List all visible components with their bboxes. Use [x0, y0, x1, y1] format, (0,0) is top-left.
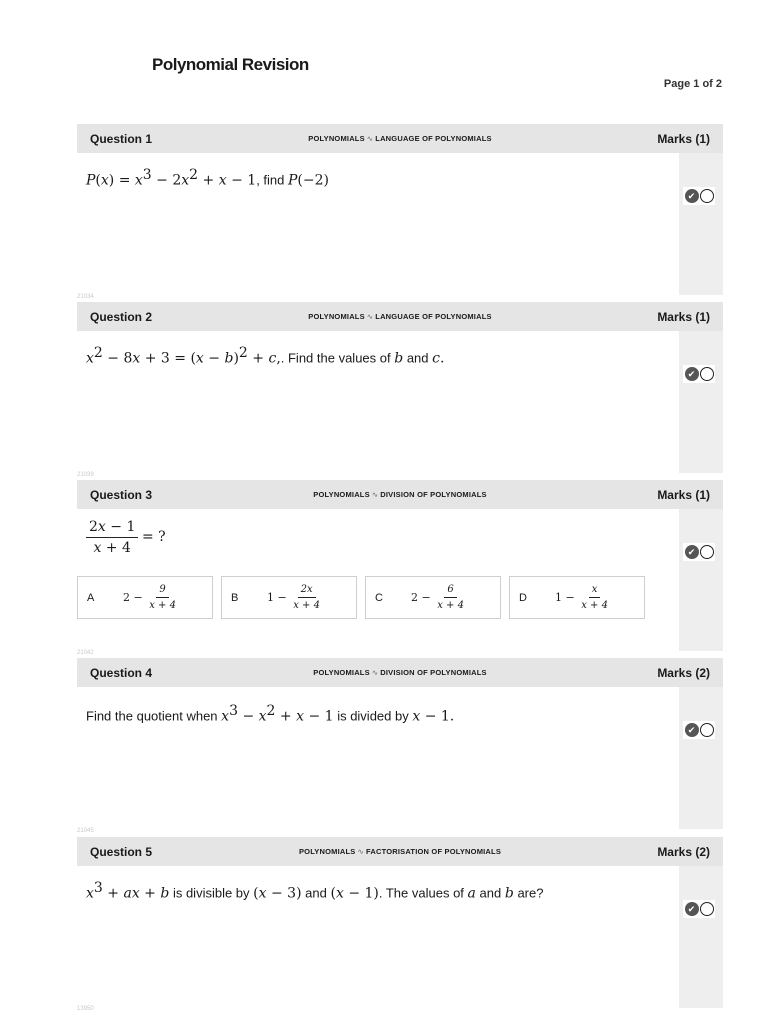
question-marks: Marks (1) — [657, 131, 710, 146]
question-3 — [77, 480, 723, 651]
option-expression: 2 − $\frac{6}{x + 4}$ — [411, 584, 464, 611]
question-title: Question 5 — [90, 844, 153, 859]
question-body — [77, 509, 723, 651]
question-header — [77, 837, 723, 866]
option-letter: A — [87, 591, 95, 604]
empty-circle-icon[interactable] — [700, 545, 714, 559]
question-id: 21034 — [77, 294, 94, 300]
question-topic: POLYNOMIALS ∿ LANGUAGE OF POLYNOMIALS — [308, 312, 492, 321]
empty-circle-icon[interactable] — [700, 367, 714, 381]
tick-icon[interactable]: ✔ — [685, 189, 699, 203]
question-header — [77, 302, 723, 331]
question-text: Find the quotient when $x^3 - x^2 + x - 1$ is divided by x − 1. — [86, 703, 455, 725]
question-header — [77, 658, 723, 687]
mark-toggle[interactable] — [683, 543, 715, 561]
tick-icon[interactable]: ✔ — [685, 367, 699, 381]
tick-icon[interactable]: ✔ — [685, 902, 699, 916]
option-letter: C — [375, 591, 383, 604]
question-id: 21039 — [77, 472, 94, 478]
question-title: Question 3 — [90, 487, 153, 502]
question-text: $x^2 - 8x + 3 = (x - b)^2 + c$,. Find the values of b and c. — [86, 345, 445, 367]
page-number: Page 1 of 2 — [663, 78, 722, 90]
question-text: $\frac{2x - 1}{x + 4}$ = ? — [86, 519, 166, 556]
question-topic: POLYNOMIALS ∿ DIVISION OF POLYNOMIALS — [313, 668, 487, 677]
option-expression: 2 − $\frac{9}{x + 4}$ — [123, 584, 176, 611]
document-title: Polynomial Revision — [152, 55, 309, 74]
marking-column — [679, 331, 723, 473]
mark-toggle[interactable] — [683, 187, 715, 205]
option-a[interactable] — [77, 576, 213, 619]
question-1 — [77, 124, 723, 295]
question-title: Question 2 — [90, 309, 153, 324]
question-topic: POLYNOMIALS ∿ DIVISION OF POLYNOMIALS — [313, 490, 487, 499]
option-expression: 1 − $\frac{x}{x + 4}$ — [555, 584, 608, 611]
option-letter: D — [519, 591, 527, 604]
question-4 — [77, 658, 723, 829]
question-topic: POLYNOMIALS ∿ LANGUAGE OF POLYNOMIALS — [308, 134, 492, 143]
marking-column — [679, 153, 723, 295]
question-marks: Marks (2) — [657, 665, 710, 680]
question-header — [77, 124, 723, 153]
question-text: $P(x) = x^3 - 2x^2 + x - 1$, find P(−2) — [86, 167, 329, 189]
empty-circle-icon[interactable] — [700, 723, 714, 737]
answer-options — [77, 576, 645, 619]
wave-separator-icon: ∿ — [357, 847, 364, 856]
mark-toggle[interactable] — [683, 365, 715, 383]
question-marks: Marks (2) — [657, 844, 710, 859]
empty-circle-icon[interactable] — [700, 189, 714, 203]
wave-separator-icon: ∿ — [366, 312, 374, 321]
question-body — [77, 866, 723, 1008]
question-body — [77, 687, 723, 829]
question-marks: Marks (1) — [657, 309, 710, 324]
marking-column — [679, 509, 723, 651]
option-b[interactable] — [221, 576, 357, 619]
question-title: Question 4 — [90, 665, 153, 680]
option-letter: B — [231, 591, 239, 604]
marking-column — [679, 687, 723, 829]
question-header — [77, 480, 723, 509]
wave-separator-icon: ∿ — [371, 490, 379, 499]
question-body — [77, 331, 723, 473]
tick-icon[interactable]: ✔ — [685, 545, 699, 559]
question-id: 21045 — [77, 828, 94, 834]
question-id: 21042 — [77, 650, 94, 656]
mark-toggle[interactable] — [683, 721, 715, 739]
option-c[interactable] — [365, 576, 501, 619]
option-d[interactable] — [509, 576, 645, 619]
option-expression: 1 − $\frac{2x}{x + 4}$ — [267, 584, 320, 611]
wave-separator-icon: ∿ — [366, 134, 374, 143]
question-text: $x^3$ + ax + b is divisible by (x − 3) and (x − 1). The values of a and b are? — [86, 880, 544, 902]
wave-separator-icon: ∿ — [371, 668, 379, 677]
mark-toggle[interactable] — [683, 900, 715, 918]
marking-column — [679, 866, 723, 1008]
question-5 — [77, 837, 723, 1008]
question-body — [77, 153, 723, 295]
question-title: Question 1 — [90, 131, 153, 146]
question-id: 13950 — [77, 1006, 94, 1012]
question-marks: Marks (1) — [657, 487, 710, 502]
empty-circle-icon[interactable] — [700, 902, 714, 916]
question-2 — [77, 302, 723, 473]
question-topic: POLYNOMIALS ∿ FACTORISATION OF POLYNOMIALS — [298, 847, 502, 856]
tick-icon[interactable]: ✔ — [685, 723, 699, 737]
